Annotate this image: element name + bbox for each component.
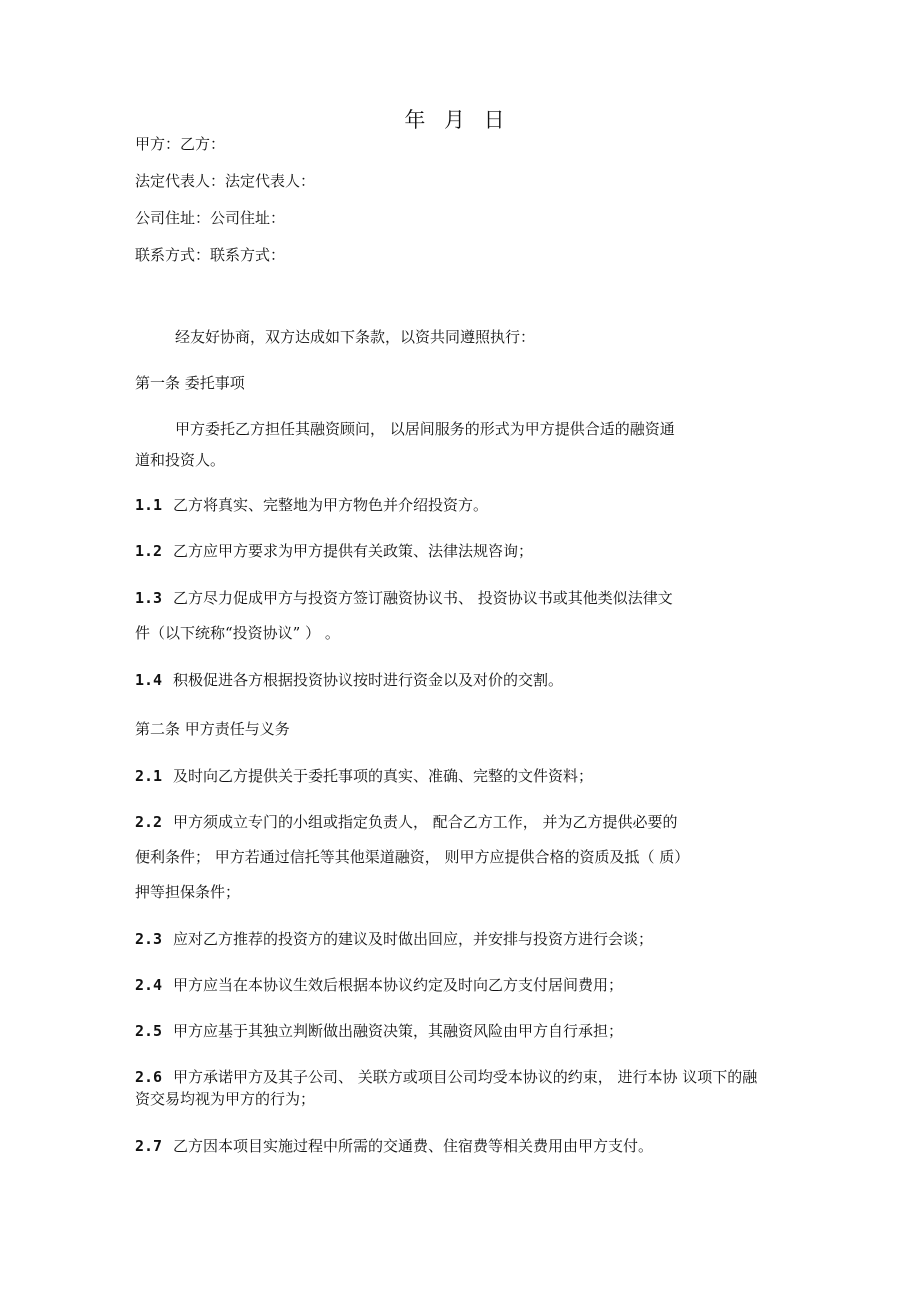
clause-2-4 (135, 976, 623, 994)
party-line: 甲方：乙方： (135, 135, 226, 153)
clause-text: 及时向乙方提供关于委托事项的真实、准确、完整的文件资料； (173, 767, 594, 785)
contact-line: 联系方式：联系方式： (135, 246, 286, 264)
clause-number: 1.1 (135, 496, 163, 514)
clause-2-5 (135, 1022, 623, 1040)
clause-2-2-continuation: 便利条件； 甲方若通过信托等其他渠道融资， 则甲方应提供合格的资质及抵（ 质） (135, 848, 690, 866)
article1-paragraph-line1: 甲方委托乙方担任其融资顾问， 以居间服务的形式为甲方提供合适的融资通 (175, 420, 675, 438)
clause-text: 甲方应当在本协议生效后根据本协议约定及时向乙方支付居间费用； (173, 976, 624, 994)
clause-number: 1.4 (135, 671, 163, 689)
clause-number: 2.2 (135, 813, 163, 831)
clause-number: 2.6 (135, 1068, 163, 1086)
clause-1-3-continuation: 件（以下统称“投资协议” ） 。 (135, 624, 340, 642)
clause-text: 应对乙方推荐的投资方的建议及时做出回应，并安排与投资方进行会谈； (173, 930, 654, 948)
clause-text: 甲方须成立专门的小组或指定负责人， 配合乙方工作， 并为乙方提供必要的 (173, 813, 678, 831)
article1-heading: 第一条 委托事项 (135, 374, 245, 392)
clause-1-4 (135, 671, 563, 689)
clause-2-6 (135, 1068, 757, 1086)
article2-heading: 第二条 甲方责任与义务 (135, 720, 290, 738)
clause-number: 2.3 (135, 930, 163, 948)
clause-2-2 (135, 813, 678, 831)
clause-text: 积极促进各方根据投资协议按时进行资金以及对价的交割。 (173, 671, 564, 689)
clause-1-3 (135, 589, 673, 607)
clause-text: 甲方应基于其独立判断做出融资决策，其融资风险由甲方自行承担； (173, 1022, 624, 1040)
representative-line: 法定代表人：法定代表人： (135, 172, 316, 190)
clause-1-1 (135, 496, 488, 514)
clause-2-7 (135, 1137, 653, 1155)
clause-number: 2.7 (135, 1137, 163, 1155)
clause-text: 乙方因本项目实施过程中所需的交通费、住宿费等相关费用由甲方支付。 (173, 1137, 654, 1155)
clause-2-6-continuation: 资交易均视为甲方的行为； (135, 1090, 316, 1108)
clause-2-2-continuation-2: 押等担保条件； (135, 883, 241, 901)
intro-paragraph: 经友好协商，双方达成如下条款，以资共同遵照执行： (175, 328, 536, 346)
clause-number: 2.1 (135, 767, 163, 785)
clause-text: 乙方将真实、完整地为甲方物色并介绍投资方。 (173, 496, 489, 514)
clause-number: 2.4 (135, 976, 163, 994)
clause-number: 1.3 (135, 589, 163, 607)
clause-2-3 (135, 930, 653, 948)
address-line: 公司住址：公司住址： (135, 209, 286, 227)
clause-1-2 (135, 542, 533, 560)
clause-text: 甲方承诺甲方及其子公司、 关联方或项目公司均受本协议的约束， 进行本协 议项下的融 (173, 1068, 758, 1086)
clause-number: 2.5 (135, 1022, 163, 1040)
clause-number: 1.2 (135, 542, 163, 560)
clause-2-1 (135, 767, 593, 785)
article1-paragraph-line2: 道和投资人。 (135, 451, 226, 469)
clause-text: 乙方应甲方要求为甲方提供有关政策、法律法规咨询； (173, 542, 534, 560)
document-title: 年 月 日 (404, 108, 511, 132)
clause-text: 乙方尽力促成甲方与投资方签订融资协议书、 投资协议书或其他类似法律文 (173, 589, 673, 607)
